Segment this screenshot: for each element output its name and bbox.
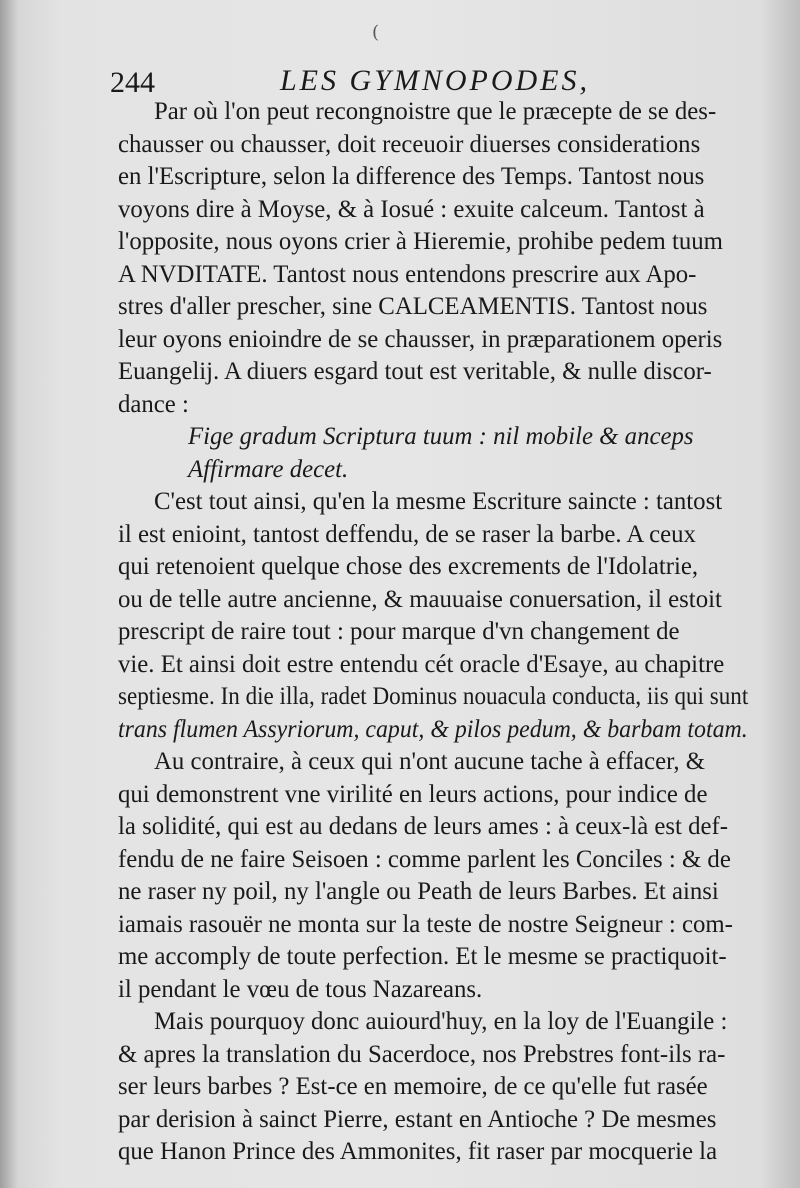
text-line: Mais pourquoy donc auiourd'huy, en la loy de l'Euangile : [154, 1008, 728, 1035]
top-mark: ( [372, 22, 380, 43]
text-line: me accomply de toute perfection. Et le mesme se practiquoit- [118, 943, 727, 970]
text-line: trans flumen Assyriorum, caput, & pilos pedum, & barbam totam. [118, 715, 748, 743]
running-title: LES GYMNOPODES, [280, 64, 591, 97]
text-line: chausser ou chausser, doit receuoir diuerses considerations [118, 130, 701, 158]
text-line: la solidité, qui est au dedans de leurs ames : à ceux-là est def- [118, 813, 729, 840]
verse-line: Affirmare decet. [188, 455, 349, 483]
text-line: Euangelij. A diuers esgard tout est veritable, & nulle discor- [118, 358, 712, 385]
verse-line: Fige gradum Scriptura tuum : nil mobile & anceps [188, 423, 694, 450]
text-line: il pendant le vœu de tous Nazareans. [118, 975, 483, 1003]
page-header [110, 60, 630, 100]
text-line: vie. Et ainsi doit estre entendu cét oracle d'Esaye, au chapitre [118, 650, 725, 678]
page-body [118, 96, 748, 1169]
text-line: par derision à sainct Pierre, estant en Antioche ? De mesmes [118, 1105, 717, 1133]
text-line: prescript de raire tout : pour marque d'vn changement de [118, 618, 680, 645]
text-line: qui retenoient quelque chose des excrements de l'Idolatrie, [118, 553, 699, 580]
text-line: il est enioint, tantost deffendu, de se raser la barbe. A ceux [118, 520, 696, 548]
text-line: stres d'aller prescher, sine CALCEAMENTIS. Tantost nous [118, 293, 708, 320]
page-number: 244 [110, 66, 155, 99]
text-line: que Hanon Prince des Ammonites, fit raser par mocquerie la [118, 1138, 718, 1165]
text-line: C'est tout ainsi, qu'en la mesme Escriture saincte : tantost [154, 488, 723, 515]
text-line: ser leurs barbes ? Est-ce en memoire, de ce qu'elle fut rasée [118, 1073, 708, 1100]
text-line: qui demonstrent vne virilité en leurs actions, pour indice de [118, 780, 708, 808]
text-line: leur oyons enioindre de se chausser, in præparationem operis [118, 325, 723, 353]
text-line: ne raser ny poil, ny l'angle ou Peath de leurs Barbes. Et ainsi [118, 878, 719, 905]
text-line: voyons dire à Moyse, & à Iosué : exuite calceum. Tantost à [118, 195, 705, 223]
text-line: ou de telle autre ancienne, & mauuaise conuersation, il estoit [118, 585, 722, 613]
text-line: A NVDITATE. Tantost nous entendons prescrire aux Apo- [118, 260, 697, 288]
text-line: dance : [118, 390, 189, 418]
text-line: Au contraire, à ceux qui n'ont aucune tache à effacer, & [154, 748, 706, 775]
text-line: & apres la translation du Sacerdoce, nos Prebstres font-ils ra- [118, 1040, 726, 1068]
text-line: fendu de ne faire Seisoen : comme parlent les Conciles : & de [118, 845, 731, 873]
text-line: Par où l'on peut recongnoistre que le præcepte de se des- [154, 98, 717, 125]
text-line: septiesme. In die illa, radet Dominus nouacula conducta, iis qui sunt [118, 683, 749, 710]
text-line: iamais rasouër ne monta sur la teste de nostre Seigneur : com- [118, 910, 733, 938]
text-line: en l'Escripture, selon la difference des Temps. Tantost nous [118, 163, 705, 190]
text-line: l'opposite, nous oyons crier à Hieremie, prohibe pedem tuum [118, 228, 723, 255]
